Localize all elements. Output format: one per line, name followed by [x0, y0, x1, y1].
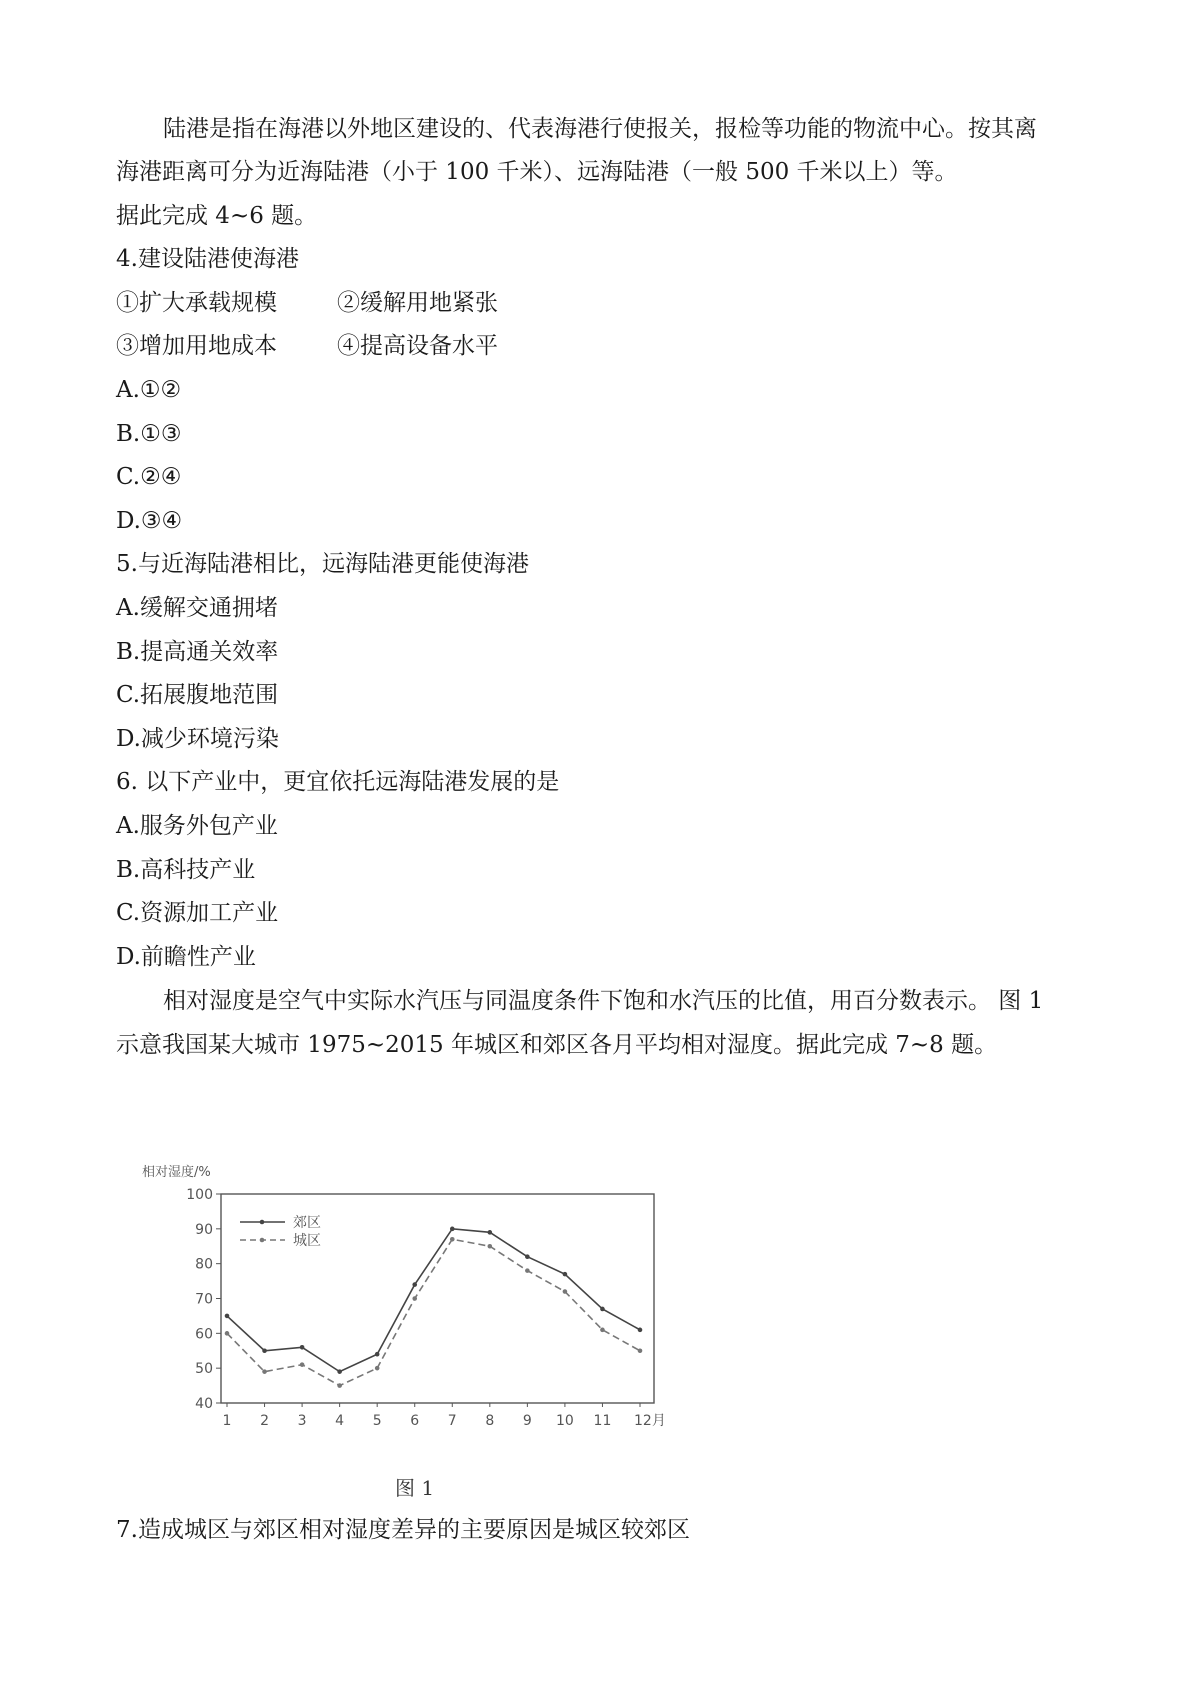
y-tick-label: 70: [195, 1291, 213, 1308]
plot-frame: [221, 1194, 654, 1403]
question-5-option-a: A.缓解交通拥堵: [116, 595, 278, 621]
question-5-option-c: C.拓展腹地范围: [116, 682, 279, 708]
y-tick-label: 60: [195, 1326, 213, 1343]
question-4-item: ②缓解用地紧张: [337, 290, 498, 316]
y-ticks: [186, 1187, 221, 1412]
x-tick-label: 3: [297, 1413, 307, 1429]
data-point: [600, 1307, 605, 1312]
x-tick-label: 6: [410, 1413, 420, 1429]
legend-marker: [260, 1220, 265, 1225]
question-6-option-b: B.高科技产业: [116, 857, 256, 883]
x-tick-label: 4: [335, 1413, 345, 1429]
series-line-suburb: [227, 1229, 640, 1372]
question-6-option-c: C.资源加工产业: [116, 900, 279, 926]
question-4-item: ④提高设备水平: [337, 333, 498, 359]
data-point: [300, 1362, 305, 1367]
y-tick-label: 50: [195, 1361, 213, 1378]
question-4-stem: 4.建设陆港使海港: [116, 246, 299, 272]
data-point: [563, 1289, 568, 1294]
x-tick-label: 7: [447, 1413, 457, 1429]
x-tick-label: 11: [593, 1413, 612, 1429]
data-point: [262, 1369, 267, 1374]
question-4-option-a: A.①②: [116, 377, 182, 403]
data-point: [600, 1328, 605, 1333]
legend: [240, 1215, 321, 1249]
x-tick-label: 10: [555, 1413, 574, 1429]
y-tick-label: 40: [195, 1396, 213, 1412]
x-ticks: [223, 1403, 666, 1429]
data-point: [337, 1369, 342, 1374]
passage-2-line-1: 相对湿度是空气中实际水汽压与同温度条件下饱和水汽压的比值，用百分数表示。 图 1: [163, 988, 1044, 1014]
figure-caption: 图 1: [395, 1476, 435, 1500]
data-point: [337, 1383, 342, 1388]
data-point: [225, 1314, 230, 1319]
question-5-option-d: D.减少环境污染: [116, 726, 279, 752]
passage-1-line-2: 海港距离可分为近海陆港（小于 100 千米）、远海陆港（一般 500 千米以上）等。: [116, 159, 958, 185]
question-7-stem: 7.造成城区与郊区相对湿度差异的主要原因是城区较郊区: [116, 1517, 690, 1543]
data-point: [450, 1237, 455, 1242]
x-tick-label: 2: [260, 1413, 270, 1429]
question-5-stem: 5.与近海陆港相比，远海陆港更能使海港: [116, 551, 529, 577]
data-point: [638, 1328, 643, 1333]
y-axis-label: 相对湿度/%: [142, 1165, 211, 1180]
x-tick-label: 5: [372, 1413, 382, 1429]
question-4-item: ③增加用地成本: [116, 333, 277, 359]
passage-2-line-2: 示意我国某大城市 1975~2015 年城区和郊区各月平均相对湿度。据此完成 7~8 题。: [116, 1032, 998, 1058]
y-tick-label: 90: [195, 1221, 213, 1238]
humidity-chart: [140, 1160, 710, 1480]
legend-marker: [260, 1238, 265, 1243]
question-4-item: ①扩大承载规模: [116, 290, 277, 316]
x-tick-label: 8: [485, 1413, 495, 1429]
question-5-option-b: B.提高通关效率: [116, 639, 279, 665]
question-4-option-c: C.②④: [116, 464, 182, 490]
question-6-option-a: A.服务外包产业: [116, 813, 278, 839]
data-point: [638, 1348, 643, 1353]
data-point: [563, 1272, 568, 1277]
x-tick-label: 1: [222, 1413, 232, 1429]
data-point: [262, 1348, 267, 1353]
question-6-stem: 6. 以下产业中，更宜依托远海陆港发展的是: [116, 769, 560, 795]
data-point: [412, 1282, 417, 1287]
data-point: [300, 1345, 305, 1350]
passage-1-line-3: 据此完成 4~6 题。: [116, 203, 318, 229]
humidity-chart-svg: [140, 1160, 710, 1480]
series-line-urban: [227, 1239, 640, 1385]
question-6-option-d: D.前瞻性产业: [116, 944, 256, 970]
data-point: [488, 1230, 493, 1235]
data-point: [412, 1296, 417, 1301]
data-point: [375, 1366, 380, 1371]
data-point: [525, 1254, 530, 1259]
data-point: [375, 1352, 380, 1357]
series-layer: [225, 1227, 643, 1388]
y-tick-label: 80: [195, 1256, 213, 1273]
data-point: [525, 1268, 530, 1273]
data-point: [225, 1331, 230, 1336]
data-point: [450, 1227, 455, 1232]
legend-label: 城区: [293, 1233, 321, 1249]
x-tick-label: 9: [522, 1413, 532, 1429]
x-tick-label: 12月: [634, 1413, 666, 1429]
data-point: [488, 1244, 493, 1249]
question-4-option-b: B.①③: [116, 421, 182, 447]
y-tick-label: 100: [186, 1187, 213, 1203]
question-4-option-d: D.③④: [116, 508, 183, 534]
legend-label: 郊区: [293, 1215, 321, 1231]
passage-1-line-1: 陆港是指在海港以外地区建设的、代表海港行使报关，报检等功能的物流中心。按其离: [163, 116, 1037, 142]
